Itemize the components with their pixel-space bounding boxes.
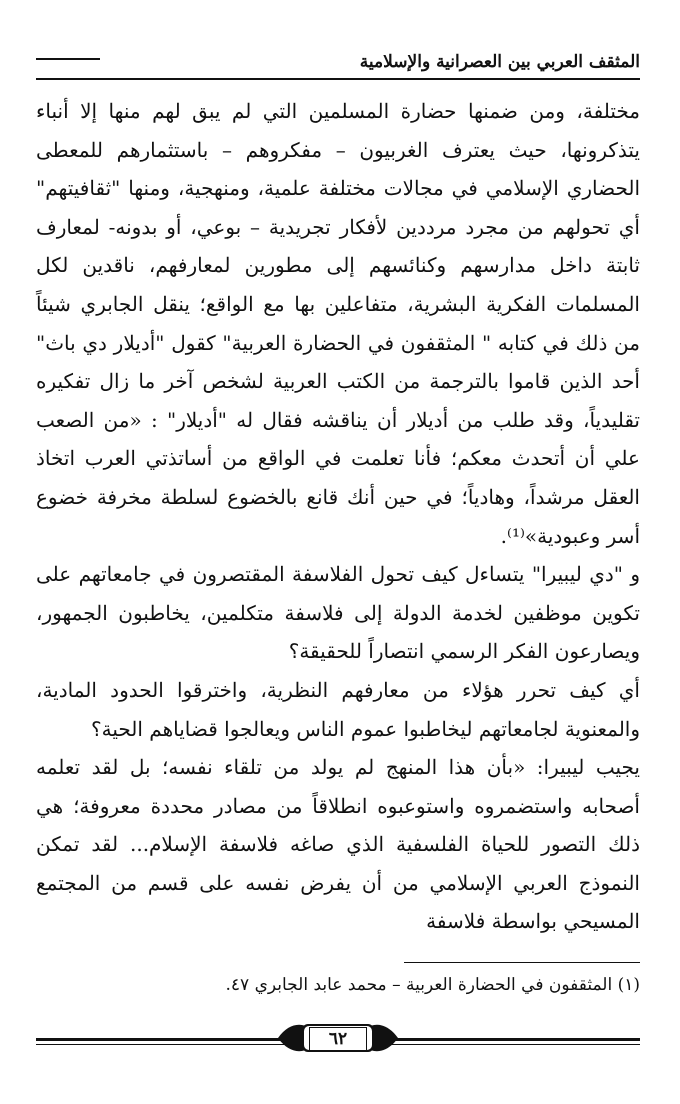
paragraph-2: و "دي ليبيرا" يتساءل كيف تحول الفلاسفة المقتصرون في جامعاتهم على تكوين موظفين لخدمة الدولة إلى فلاسفة متكلمين، يخاطبون الجمهور، ويصارعون الفكر الرسمي انتصاراً للحقيقة؟ [36, 562, 640, 664]
header-rule [36, 78, 640, 80]
header-title: المثقف العربي بين العصرانية والإسلامية [354, 52, 640, 72]
header-dash [36, 58, 100, 60]
paragraph-1: مختلفة، ومن ضمنها حضارة المسلمين التي لم يبق لهم منها إلا أنباء يتذكرونها، حيث يعترف الغربيون – مفكروهم – باستثمارهم للمعطى الحضاري الإسلامي في مجالات مختلفة علمية، ومنهجية، ومنها "ثقافيتهم" أي تحولهم من مجرد مرددين لأفكار تجريدية – بوعي، أو بدونه- لمعارف ثابتة داخل مدارسهم وكنائسهم إلى مطورين لمعارفهم، ناقدين لكل المسلمات الفكرية البشرية، متفاعلين بها مع الواقع؛ ينقل الجابري شيئاً من ذلك في كتابه " المثقفون في الحضارة العربية" كقول "أديلار دي باث" أحد الذين قاموا بالترجمة من الكتب العربية لشخص آخر ما زال تفكيره تقليدياً، وقد طلب من أديلار أن يناقشه فقال له "أديلار" : «من الصعب علي أن أتحدث معكم؛ فأنا تعلمت في الواقع من أساتذتي العرب اتخاذ العقل مرشداً، وهادياً؛ في حين أنك قانع بالخضوع لسلطة مخرفة خضوع أسر وعبودية»⁽¹⁾. [36, 99, 640, 548]
body-text [36, 92, 640, 941]
running-header [36, 46, 640, 80]
page-number: ٦٢ [309, 1027, 367, 1051]
page-footer [36, 1018, 640, 1058]
footnote: (١) المثقفون في الحضارة العربية – محمد عابد الجابري ٤٧. [225, 975, 640, 995]
footnote-rule [404, 962, 640, 963]
paragraph-3: أي كيف تحرر هؤلاء من معارفهم النظرية، واخترقوا الحدود المادية، والمعنوية لجامعاتهم ليخاطبوا عموم الناس ويعالجوا قضاياهم الحية؟ [36, 677, 640, 741]
paragraph-4: يجيب ليبيرا: «بأن هذا المنهج لم يولد من تلقاء نفسه؛ بل لقد تعلمه أصحابه واستضمروه واستوعبوه انطلاقاً من مصادر محددة معروفة؛ هي ذلك التصور للحياة الفلسفية الذي صاغه فلاسفة الإسلام... لقد تمكن النموذج العربي الإسلامي من أن يفرض نفسه على قسم من المجتمع المسيحي بواسطة فلاسفة [36, 755, 640, 934]
